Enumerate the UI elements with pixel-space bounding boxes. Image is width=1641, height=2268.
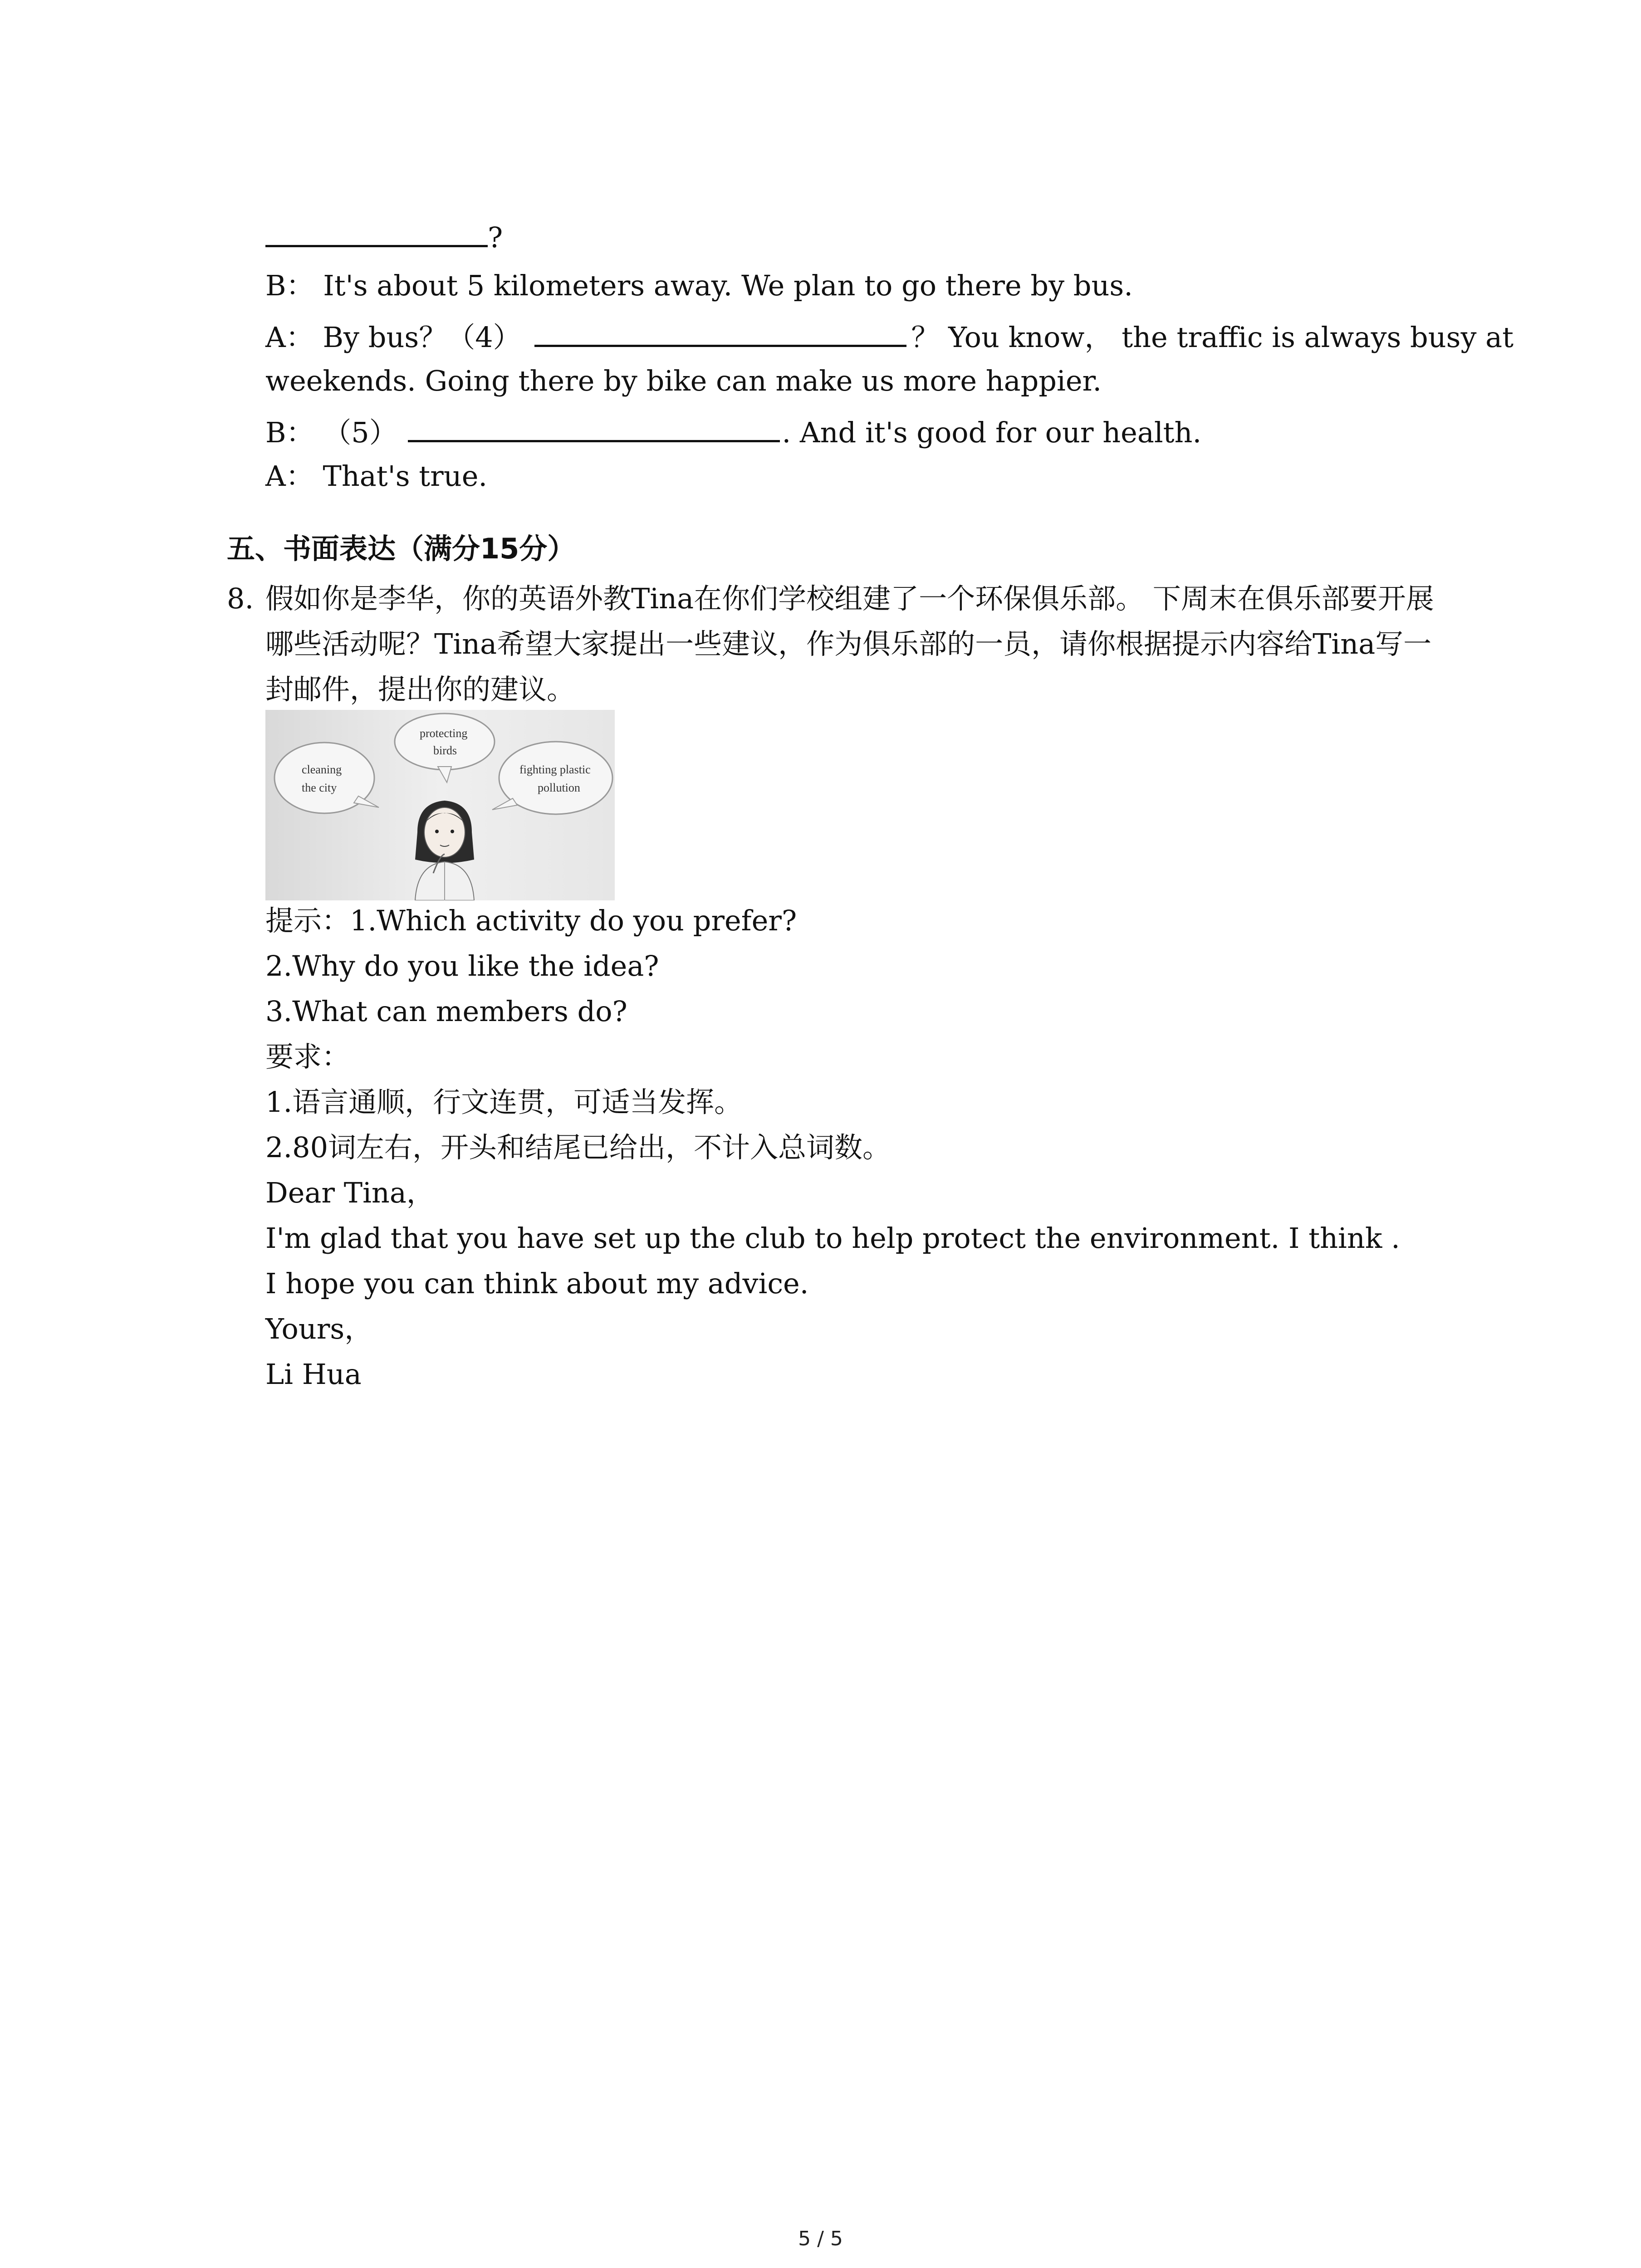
dialogue-line-blank3 (265, 218, 503, 256)
dialogue-line-b1: B： It's about 5 kilometers away. We plan to go there by bus. (265, 269, 1133, 302)
hint-2: 2.Why do you like the idea? (265, 949, 659, 982)
bubble-right-line1: fighting plastic (519, 763, 591, 776)
section-heading: 五、书面表达（满分15分） (227, 532, 576, 565)
question-number: 8. (227, 582, 254, 615)
dialogue-line-b2 (265, 413, 1201, 451)
requirement-1: 1.语言通顺，行文连贯，可适当发挥。 (265, 1085, 743, 1119)
bubble-left-line1: cleaning (302, 763, 342, 776)
question-text: 假如你是李华，你的英语外教Tina在你们学校组建了一个环保俱乐部。 下周末在俱乐部要开展哪些活动呢？Tina希望大家提出一些建议，作为俱乐部的一员，请你根据提示内容给Tina写一封邮件，提出你的建议。 (265, 582, 1434, 706)
dialogue-b2-end: . And it's good for our health. (782, 416, 1202, 449)
dialogue-line-a3: A： That's true. (265, 459, 488, 493)
dialogue-b2-start: B： （5） (265, 416, 397, 449)
answer-blank-3[interactable] (265, 218, 488, 247)
letter-opening: I'm glad that you have set up the club to help protect the environment. I think . (265, 1222, 1400, 1255)
letter-salutation: Dear Tina， (265, 1176, 435, 1209)
girl-figure (415, 801, 474, 900)
bubble-left-line2: the city (302, 781, 337, 794)
answer-blank-4[interactable] (534, 318, 906, 347)
dialogue-line-a2 (265, 318, 1514, 356)
requirements-title: 要求： (265, 1040, 350, 1073)
requirement-2: 2.80词左右，开头和结尾已给出，不计入总词数。 (265, 1131, 891, 1164)
letter-name: Li Hua (265, 1358, 362, 1391)
question-mark: ? (488, 221, 503, 254)
dialogue-a2-end: ？ You know， the traffic is always busy at (911, 321, 1514, 354)
answer-blank-5[interactable] (408, 413, 780, 442)
illustration-girl-thinking (265, 710, 615, 900)
dialogue-line-a2-cont: weekends. Going there by bike can make us more happier. (265, 364, 1102, 397)
bubble-top-line1: protecting (420, 727, 468, 740)
dialogue-a2-start: A： By bus？（4） (265, 321, 521, 354)
hint-3: 3.What can members do? (265, 995, 627, 1028)
page-number: 5 / 5 (798, 2227, 843, 2250)
letter-closing: I hope you can think about my advice. (265, 1267, 809, 1300)
hint-1: 提示：1.Which activity do you prefer? (265, 904, 797, 937)
bubble-top-line2: birds (433, 744, 457, 757)
letter-signoff: Yours， (265, 1312, 373, 1345)
bubble-right-line2: pollution (538, 781, 580, 794)
